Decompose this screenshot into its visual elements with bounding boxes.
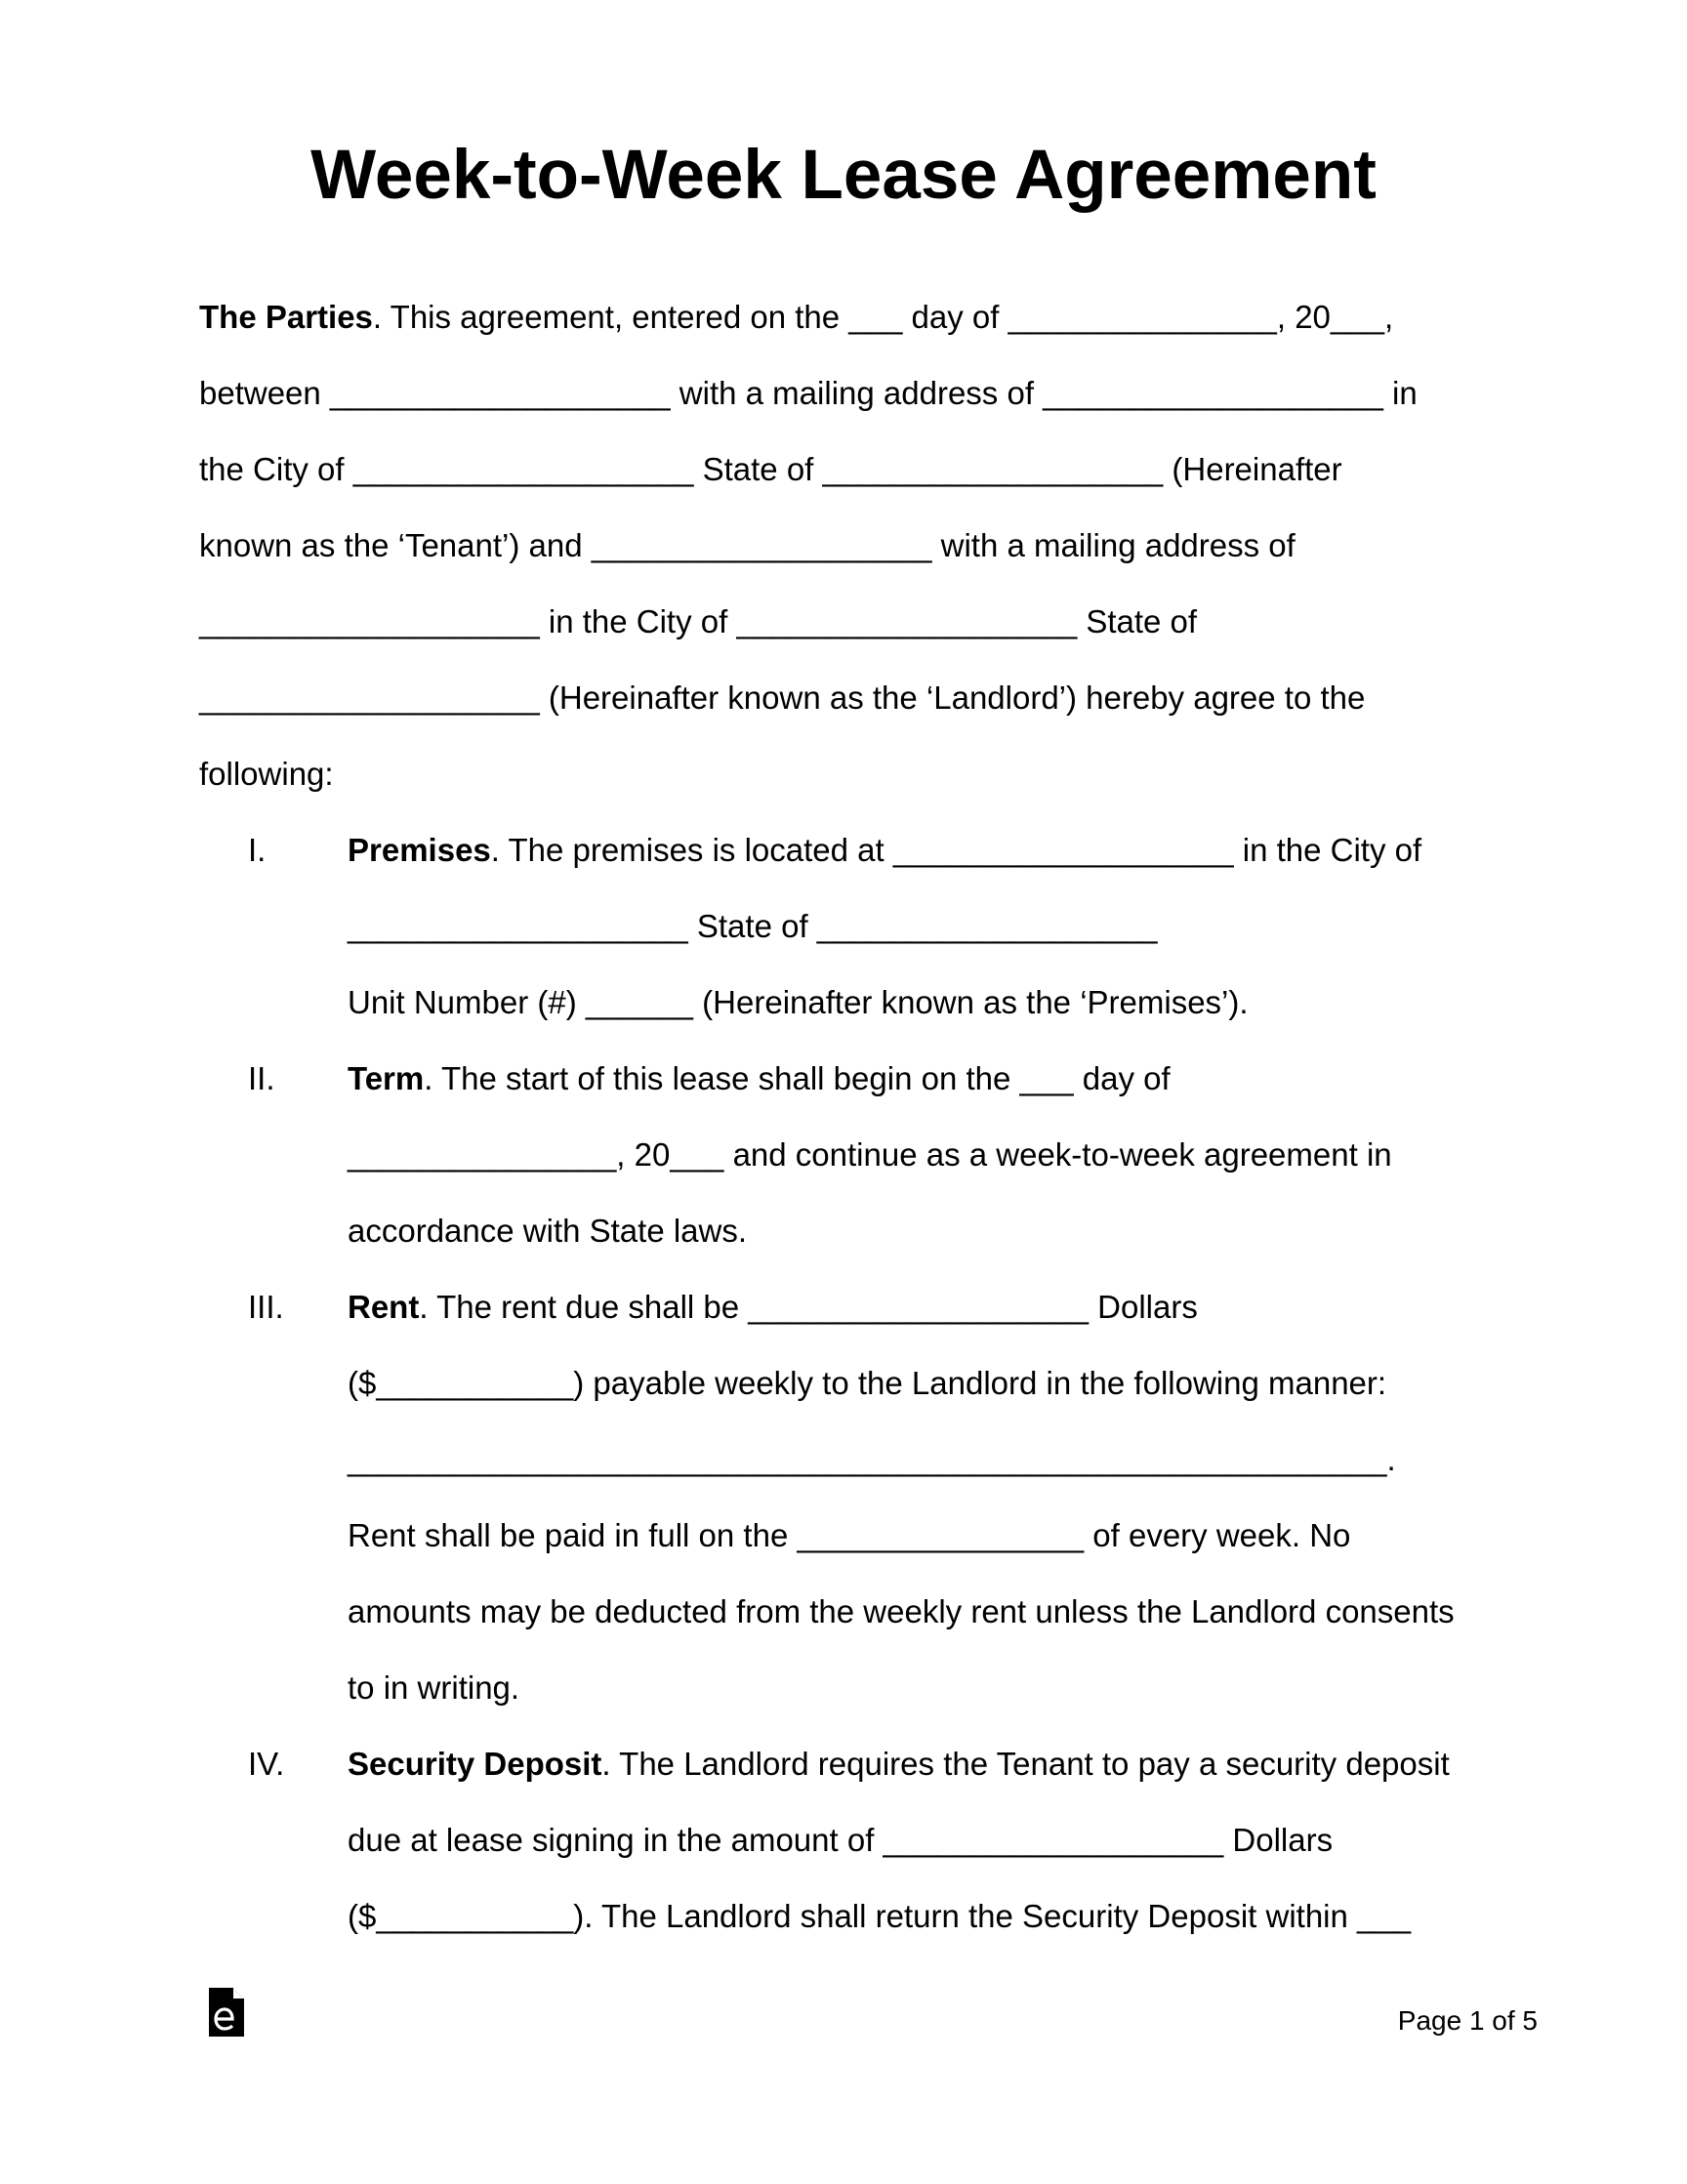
- term-line-1: [348, 1059, 1171, 1098]
- parties-line-4: known as the ‘Tenant’) and ___________________ with a mailing address of: [199, 527, 1296, 563]
- parties-line-5: ___________________ in the City of ___________________ State of: [199, 603, 1198, 639]
- term-line-2: _______________, 20___ and continue as a week-to-week agreement in: [348, 1136, 1392, 1173]
- rent-text: . The rent due shall be ___________________ Dollars: [419, 1289, 1198, 1325]
- rent-line-4: Rent shall be paid in full on the ________________ of every week. No: [348, 1517, 1351, 1553]
- document-title: Week-to-Week Lease Agreement: [310, 137, 1377, 214]
- security-deposit-heading: Security Deposit: [348, 1746, 602, 1782]
- security-deposit-line-3: ($___________). The Landlord shall return the Security Deposit within ___: [348, 1898, 1412, 1934]
- rent-heading: Rent: [348, 1289, 420, 1325]
- security-deposit-text: . The Landlord requires the Tenant to pay a security deposit: [601, 1746, 1450, 1782]
- section-numeral-term: II.: [248, 1060, 275, 1096]
- parties-line-2: between ___________________ with a mailing address of ___________________ in: [199, 375, 1418, 411]
- section-numeral-premises: I.: [248, 832, 267, 868]
- page-number: Page 1 of 5: [1397, 2005, 1538, 2036]
- term-line-3: accordance with State laws.: [348, 1213, 748, 1249]
- section-numeral-security-deposit: IV.: [248, 1746, 285, 1782]
- security-deposit-line-1: [348, 1745, 1450, 1784]
- parties-line-7: following:: [199, 756, 334, 792]
- rent-line-1: [348, 1288, 1198, 1327]
- parties-line-1: [199, 298, 1393, 337]
- section-numeral-rent: III.: [248, 1289, 284, 1325]
- parties-line-6: ___________________ (Hereinafter known as the ‘Landlord’) hereby agree to the: [199, 680, 1366, 716]
- term-heading: Term: [348, 1060, 425, 1096]
- rent-line-2: ($___________) payable weekly to the Landlord in the following manner:: [348, 1365, 1387, 1401]
- premises-line-3: Unit Number (#) ______ (Hereinafter known as the ‘Premises’).: [348, 984, 1249, 1020]
- rent-line-6: to in writing.: [348, 1669, 520, 1706]
- premises-line-2: ___________________ State of ___________________: [348, 908, 1158, 944]
- term-text: . The start of this lease shall begin on the ___ day of: [424, 1060, 1171, 1096]
- rent-line-3: __________________________________________________________.: [348, 1441, 1396, 1477]
- parties-heading: The Parties: [199, 299, 373, 335]
- eforms-document-icon: [207, 1986, 246, 2039]
- parties-text: . This agreement, entered on the ___ day of _______________, 20___,: [372, 299, 1394, 335]
- parties-line-3: the City of ___________________ State of ___________________ (Hereinafter: [199, 451, 1342, 487]
- premises-heading: Premises: [348, 832, 491, 868]
- premises-line-1: [348, 831, 1421, 870]
- rent-line-5: amounts may be deducted from the weekly rent unless the Landlord consents: [348, 1593, 1455, 1629]
- premises-text: . The premises is located at ___________________ in the City of: [490, 832, 1422, 868]
- security-deposit-line-2: due at lease signing in the amount of ___________________ Dollars: [348, 1822, 1334, 1858]
